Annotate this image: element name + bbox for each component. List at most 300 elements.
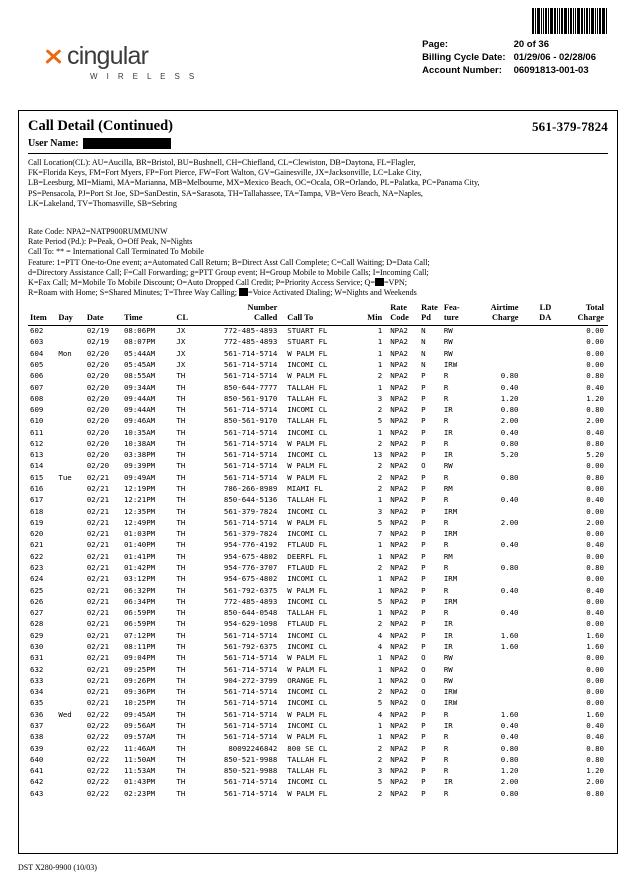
cell-call-to: W PALM FL (287, 585, 328, 595)
table-row (28, 619, 608, 630)
cell-date: 02/20 (86, 450, 110, 460)
cell-feature: RW (443, 664, 453, 674)
cell-cl: TH (176, 472, 186, 482)
cell-day (56, 450, 84, 461)
cell-rate-code: NPA2 (390, 664, 408, 674)
cell-item: 631 (30, 653, 44, 663)
cell-date: 02/20 (86, 405, 110, 415)
cell-number-called: 561-714-5714 (223, 438, 278, 448)
cell-item: 638 (30, 732, 44, 742)
cell-call-to: INCOMI CL (287, 687, 328, 697)
cell-rate-code: NPA2 (390, 641, 408, 651)
cell-call-to: INCOMI CL (287, 574, 328, 584)
cell-total-charge: 1.60 (586, 641, 604, 651)
cell-total-charge: 2.00 (586, 416, 604, 426)
cell-date: 02/21 (86, 619, 110, 629)
cell-total-charge: 1.60 (586, 709, 604, 719)
cell-item: 614 (30, 461, 44, 471)
cell-feature: R (443, 438, 449, 448)
cell-time: 11:50AM (123, 754, 156, 764)
cell-ld-da (521, 348, 554, 359)
cell-item: 630 (30, 641, 44, 651)
cell-total-charge: 0.80 (586, 405, 604, 415)
cell-ld-da (521, 664, 554, 675)
cell-rate-code: NPA2 (390, 720, 408, 730)
cell-day (56, 788, 84, 799)
cell-time: 03:38PM (123, 450, 156, 460)
col-num-l1: Number (247, 303, 278, 313)
cell-airtime-charge: 0.80 (500, 438, 519, 448)
cell-ld-da (521, 630, 554, 641)
cell-rate-pd: P (421, 709, 426, 719)
cell-date: 02/20 (86, 371, 110, 381)
cell-airtime-charge: 0.80 (500, 563, 519, 572)
cell-number-called: 80092246842 (228, 743, 278, 753)
cell-time: 10:38AM (123, 438, 156, 448)
cell-call-to: TALLAH FL (287, 416, 328, 426)
cell-rate-pd: P (421, 416, 426, 426)
cell-day (56, 687, 84, 698)
cell-rate-code: NPA2 (390, 766, 408, 776)
cell-airtime-charge: 0.40 (500, 382, 519, 392)
cell-call-to: INCOMI CL (287, 698, 328, 708)
cell-day (56, 698, 84, 709)
cell-call-to: DEERFL FL (287, 551, 328, 561)
cell-feature: R (443, 743, 449, 753)
cell-min: 2 (377, 619, 383, 629)
cell-call-to: INCOMI CL (287, 506, 328, 516)
cell-call-to: INCOMI CL (287, 359, 328, 369)
cell-feature: R (443, 585, 449, 595)
table-row (28, 675, 608, 686)
col-time (122, 303, 174, 323)
cell-min: 1 (377, 551, 383, 561)
table-row (28, 450, 608, 461)
cell-airtime-charge: 0.80 (500, 788, 519, 798)
legend-feature-line4 (28, 288, 608, 298)
cell-day (56, 732, 84, 743)
col-fea-l2: ture (443, 312, 459, 322)
cell-ld-da (521, 551, 554, 562)
cell-number-called: 850-521-9988 (223, 754, 278, 764)
cell-total-charge: 1.20 (586, 766, 604, 776)
cell-cl: TH (176, 687, 186, 697)
table-row (28, 461, 608, 472)
cell-number-called: 561-714-5714 (223, 461, 278, 471)
cell-feature: IR (443, 450, 453, 460)
cell-rate-pd: P (421, 427, 426, 437)
cell-total-charge: 0.00 (586, 675, 604, 685)
col-ld-l1: LD (539, 303, 552, 313)
cell-cl: TH (176, 529, 186, 539)
cell-rate-pd: P (421, 585, 426, 595)
table-row (28, 698, 608, 709)
cell-call-to: W PALM FL (287, 653, 328, 663)
cell-call-to: FTLAUD FL (287, 563, 328, 572)
cell-day (56, 484, 84, 495)
cell-airtime-charge (468, 574, 520, 585)
cell-min: 1 (377, 720, 383, 730)
cell-rate-code: NPA2 (390, 337, 408, 347)
table-row (28, 732, 608, 743)
cell-item: 621 (30, 540, 44, 550)
cell-item: 640 (30, 754, 44, 764)
cell-total-charge: 0.00 (586, 653, 604, 663)
cell-cl: TH (176, 371, 186, 381)
cell-cl: TH (176, 596, 186, 606)
cell-call-to: W PALM FL (287, 709, 328, 719)
cell-number-called: 786-266-8989 (223, 484, 278, 494)
cell-total-charge: 0.00 (586, 596, 604, 606)
cell-cl: TH (176, 766, 186, 776)
page-title: Call Detail (Continued) (28, 118, 173, 134)
cell-cl: TH (176, 709, 186, 719)
cell-call-to: INCOMI CL (287, 450, 328, 460)
cell-day (56, 405, 84, 416)
cell-time: 12:21PM (123, 495, 156, 505)
cell-time: 10:35AM (123, 427, 156, 437)
cell-total-charge: 0.00 (586, 664, 604, 674)
cell-ld-da (521, 619, 554, 630)
cell-time: 06:34PM (123, 596, 156, 606)
cell-time: 07:12PM (123, 630, 156, 640)
cell-cl: TH (176, 585, 186, 595)
cell-cl: TH (176, 698, 186, 708)
cell-item: 637 (30, 720, 44, 730)
cell-cl: TH (176, 653, 186, 663)
cell-date: 02/21 (86, 585, 110, 595)
col-item-l2: Item (30, 312, 47, 322)
cell-ld-da (521, 495, 554, 506)
cell-ld-da (521, 732, 554, 743)
cell-item: 615 (30, 472, 44, 482)
cell-rate-code: NPA2 (390, 484, 408, 494)
cell-airtime-charge (468, 461, 520, 472)
cell-date: 02/22 (86, 709, 110, 719)
cell-min: 2 (377, 743, 383, 753)
col-callto-l2: Call To (287, 312, 314, 322)
cell-ld-da (521, 709, 554, 720)
cell-call-to: MIAMI FL (287, 484, 323, 494)
cell-airtime-charge: 0.80 (500, 405, 519, 415)
table-row (28, 597, 608, 608)
cell-date: 02/21 (86, 574, 110, 584)
table-row (28, 427, 608, 438)
cell-feature: R (443, 563, 449, 572)
logo-wordmark: cingular (67, 42, 149, 70)
cell-ld-da (521, 472, 554, 483)
legend-rate-period: Rate Period (Pd.): P=Peak, O=Off Peak, N=Nights (28, 237, 193, 247)
cell-rate-pd: N (421, 326, 426, 336)
cell-min: 2 (377, 461, 383, 471)
page-header (18, 38, 618, 104)
header-divider (28, 153, 608, 154)
cell-date: 02/20 (86, 393, 110, 403)
cell-item: 604 (30, 348, 44, 358)
cell-day (56, 506, 84, 517)
cell-rate-pd: P (421, 371, 426, 381)
cell-date: 02/22 (86, 732, 110, 742)
cell-call-to: INCOMI CL (287, 405, 328, 415)
cell-min: 1 (377, 653, 383, 663)
cell-day (56, 653, 84, 664)
cell-rate-pd: O (421, 698, 426, 708)
cell-call-to: W PALM FL (287, 461, 328, 471)
cell-ld-da (521, 506, 554, 517)
legend-feature-line4-a: R=Roam with Home; S=Shared Minutes; T=Three Way Calling; (28, 288, 240, 298)
legend-cl-line4: PS=Pensacola, PJ=Port St Joe, SD=SanDestin, SA=Sarasota, TH=Tallahassee, TA=Tampa, VB=Vero Beach, NA=Naples, (28, 188, 423, 198)
cell-feature: R (443, 393, 449, 403)
user-name-label: User Name: (28, 138, 79, 149)
cell-item: 627 (30, 608, 44, 618)
table-row (28, 337, 608, 348)
cell-feature: IRM (443, 506, 458, 516)
col-rate-pd (419, 303, 442, 323)
cell-rate-pd: P (421, 574, 426, 584)
cell-time: 01:41PM (123, 551, 156, 561)
cell-airtime-charge (468, 664, 520, 675)
cell-day (56, 766, 84, 777)
cell-item: 624 (30, 574, 44, 584)
cell-date: 02/20 (86, 438, 110, 448)
cell-number-called: 561-379-7824 (223, 529, 278, 539)
cell-item: 626 (30, 596, 44, 606)
cell-date: 02/20 (86, 359, 110, 369)
cell-number-called: 772-485-4893 (223, 596, 278, 606)
col-call-to (279, 303, 360, 323)
cell-number-called: 561-714-5714 (223, 698, 278, 708)
cell-number-called: 772-485-4893 (223, 326, 278, 336)
cell-feature: R (443, 517, 449, 527)
col-ld-l2: DA (539, 312, 552, 322)
cell-day (56, 382, 84, 393)
cell-day: Tue (58, 472, 72, 482)
cell-rate-pd: P (421, 438, 426, 448)
table-row (28, 721, 608, 732)
cell-cl: TH (176, 393, 186, 403)
col-rpd-l1: Rate (421, 303, 438, 313)
cell-day (56, 461, 84, 472)
cell-day: Mon (58, 348, 72, 358)
cell-ld-da (521, 754, 554, 765)
cell-number-called: 954-675-4802 (223, 551, 278, 561)
cell-airtime-charge: 0.80 (500, 754, 519, 764)
cell-time: 01:43PM (123, 777, 156, 787)
legend-block (28, 158, 608, 298)
cell-total-charge: 0.00 (586, 484, 604, 494)
cell-number-called: 561-714-5714 (223, 427, 278, 437)
table-row (28, 766, 608, 777)
cell-rate-pd: N (421, 348, 426, 358)
cell-date: 02/20 (86, 416, 110, 426)
cell-min: 1 (377, 675, 383, 685)
cell-number-called: 850-561-9170 (223, 416, 278, 426)
cell-item: 616 (30, 484, 44, 494)
cell-cl: TH (176, 720, 186, 730)
cell-rate-code: NPA2 (390, 743, 408, 753)
page-label: Page: (422, 39, 449, 50)
cell-item: 619 (30, 517, 44, 527)
col-fea-l1: Fea- (443, 303, 460, 313)
redacted-glyph-icon (375, 278, 384, 286)
cell-min: 1 (377, 359, 383, 369)
cell-total-charge: 0.00 (586, 461, 604, 471)
cell-day (56, 630, 84, 641)
cell-min: 1 (377, 574, 383, 584)
cell-ld-da (521, 698, 554, 709)
cell-date: 02/21 (86, 698, 110, 708)
cell-date: 02/22 (86, 720, 110, 730)
cell-min: 1 (377, 495, 383, 505)
user-name-row (28, 138, 608, 149)
cell-min: 1 (377, 608, 383, 618)
cell-min: 5 (377, 416, 383, 426)
cell-cl: TH (176, 664, 186, 674)
cell-total-charge: 0.80 (586, 788, 604, 798)
cell-feature: RW (443, 348, 453, 358)
cell-day (56, 642, 84, 653)
col-date (85, 303, 122, 323)
cell-time: 09:44AM (123, 405, 156, 415)
cell-rate-pd: N (421, 337, 426, 347)
cell-ld-da (521, 574, 554, 585)
cell-day (56, 754, 84, 765)
cell-cl: TH (176, 461, 186, 471)
cell-call-to: INCOMI CL (287, 596, 328, 606)
cell-airtime-charge (468, 360, 520, 371)
cell-date: 02/20 (86, 348, 110, 358)
cell-call-to: FTLAUD FL (287, 540, 328, 550)
cell-feature: R (443, 382, 449, 392)
cell-rate-pd: P (421, 405, 426, 415)
cell-rate-pd: P (421, 596, 426, 606)
cell-ld-da (521, 371, 554, 382)
cell-ld-da (521, 597, 554, 608)
table-row (28, 393, 608, 404)
phone-number: 561-379-7824 (531, 119, 608, 134)
cell-min: 5 (377, 777, 383, 787)
cell-rate-code: NPA2 (390, 754, 408, 764)
cell-min: 2 (377, 405, 383, 415)
cell-day (56, 325, 84, 337)
table-row (28, 687, 608, 698)
table-row (28, 360, 608, 371)
cell-item: 606 (30, 371, 44, 381)
col-feature (442, 303, 468, 323)
table-row (28, 574, 608, 585)
cell-cl: TH (176, 517, 186, 527)
cell-date: 02/22 (86, 754, 110, 764)
cell-cl: TH (176, 630, 186, 640)
cell-cl: JX (176, 359, 186, 369)
col-rate-code (384, 303, 419, 323)
cell-ld-da (521, 393, 554, 404)
cell-total-charge: 0.80 (586, 754, 604, 764)
cell-item: 605 (30, 359, 44, 369)
cell-call-to: INCOMI CL (287, 641, 328, 651)
cell-number-called: 561-714-5714 (223, 405, 278, 415)
legend-cl-line2: FK=Florida Keys, FM=Fort Myers, FP=Fort Pierce, FW=Fort Walton, GV=Gainesville, JX=Jacksonville, LC=Lake City, (28, 168, 422, 178)
table-row (28, 777, 608, 788)
cell-number-called: 561-714-5714 (223, 348, 278, 358)
col-min-l2: Min (367, 312, 383, 322)
col-day-l2: Day (58, 312, 73, 322)
cell-airtime-charge (468, 653, 520, 664)
cell-date: 02/21 (86, 653, 110, 663)
cell-min: 1 (377, 732, 383, 742)
cell-total-charge: 0.00 (586, 551, 604, 561)
cell-rate-pd: P (421, 619, 426, 629)
cell-rate-code: NPA2 (390, 687, 408, 697)
cell-total-charge: 0.00 (586, 359, 604, 369)
cell-rate-code: NPA2 (390, 393, 408, 403)
cell-call-to: INCOMI CL (287, 720, 328, 730)
cell-number-called: 850-521-9988 (223, 766, 278, 776)
cell-item: 625 (30, 585, 44, 595)
cell-airtime-charge (468, 687, 520, 698)
cell-feature: R (443, 766, 449, 776)
cell-ld-da (521, 777, 554, 788)
cell-rate-pd: P (421, 732, 426, 742)
cingular-logo (18, 38, 208, 81)
cell-call-to: TALLAH FL (287, 382, 328, 392)
cell-cl: TH (176, 382, 186, 392)
cell-total-charge: 0.80 (586, 438, 604, 448)
table-row (28, 472, 608, 483)
cell-ld-da (521, 382, 554, 393)
cell-number-called: 850-561-9170 (223, 393, 278, 403)
cell-item: 617 (30, 495, 44, 505)
cell-number-called: 954-675-4802 (223, 574, 278, 584)
cell-rate-code: NPA2 (390, 619, 408, 629)
cell-day (56, 371, 84, 382)
cell-date: 02/21 (86, 540, 110, 550)
cell-rate-pd: P (421, 641, 426, 651)
cell-total-charge: 0.40 (586, 495, 604, 505)
legend-feature-line3 (28, 278, 608, 288)
table-row (28, 653, 608, 664)
cell-min: 1 (377, 664, 383, 674)
cell-time: 09:36PM (123, 687, 156, 697)
cell-item: 620 (30, 529, 44, 539)
cell-feature: IR (443, 777, 453, 787)
cell-rate-pd: O (421, 461, 426, 471)
col-num-l2: Called (254, 312, 278, 322)
cell-total-charge: 0.40 (586, 732, 604, 742)
cell-total-charge: 0.00 (586, 574, 604, 584)
cell-ld-da (521, 337, 554, 348)
cell-rate-code: NPA2 (390, 326, 408, 336)
cell-rate-code: NPA2 (390, 348, 408, 358)
cell-day (56, 619, 84, 630)
col-item (28, 303, 56, 323)
cell-min: 5 (377, 596, 383, 606)
cell-airtime-charge: 1.20 (500, 393, 519, 403)
cell-feature: RW (443, 675, 453, 685)
cell-min: 1 (377, 382, 383, 392)
cell-cl: JX (176, 326, 186, 336)
cell-cl: TH (176, 788, 186, 798)
col-rc-l2: Code (390, 312, 409, 322)
cell-rate-code: NPA2 (390, 529, 408, 539)
cell-number-called: 561-714-5714 (223, 450, 278, 460)
cell-date: 02/21 (86, 596, 110, 606)
cell-airtime-charge: 0.40 (500, 585, 519, 595)
cell-call-to: W PALM FL (287, 732, 328, 742)
cell-call-to: W PALM FL (287, 517, 328, 527)
cell-feature: IRM (443, 574, 458, 584)
cell-day (56, 585, 84, 596)
